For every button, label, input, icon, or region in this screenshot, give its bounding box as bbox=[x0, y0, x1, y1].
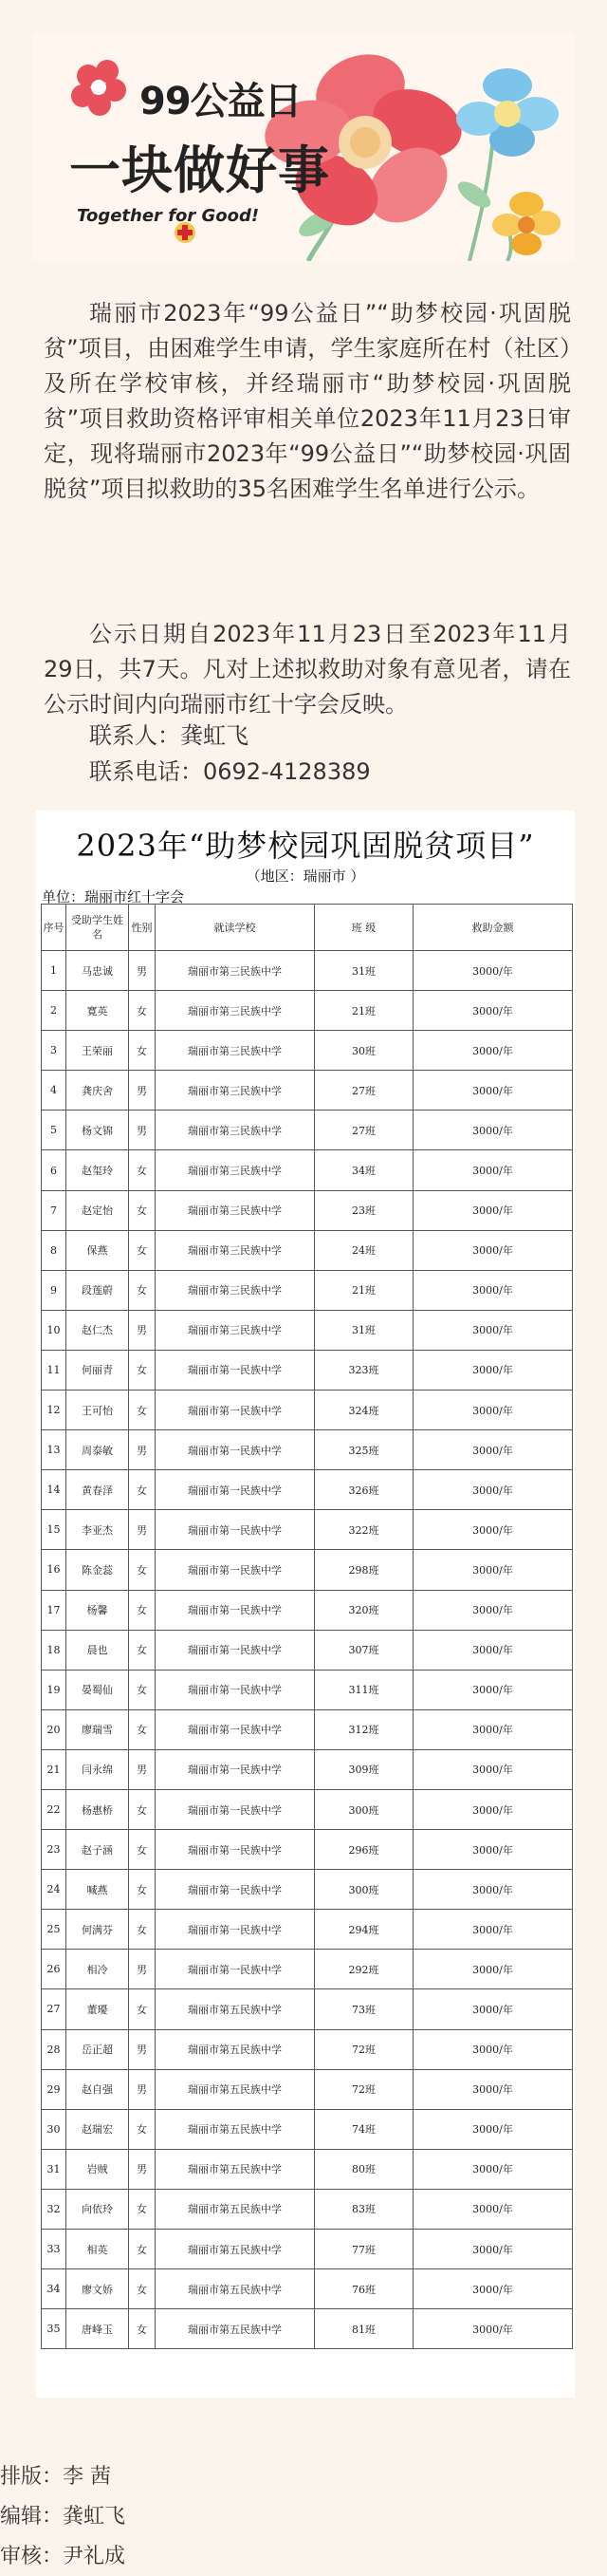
cell-gender: 女 bbox=[129, 2309, 156, 2349]
cell-class: 72班 bbox=[315, 2029, 414, 2069]
cell-gender: 女 bbox=[129, 1630, 156, 1670]
cell-name: 何丽青 bbox=[66, 1350, 129, 1390]
cell-school: 瑞丽市第一民族中学 bbox=[156, 1709, 315, 1749]
cell-gender: 女 bbox=[129, 991, 156, 1031]
cell-gender: 女 bbox=[129, 1709, 156, 1749]
cell-index: 24 bbox=[42, 1870, 66, 1910]
header-name: 受助学生姓名 bbox=[66, 905, 129, 951]
cell-gender: 女 bbox=[129, 1190, 156, 1230]
cell-amount: 3000/年 bbox=[414, 2029, 573, 2069]
cell-school: 瑞丽市第一民族中学 bbox=[156, 1430, 315, 1470]
cell-class: 27班 bbox=[315, 1071, 414, 1111]
cell-school: 瑞丽市第三民族中学 bbox=[156, 991, 315, 1031]
cell-index: 11 bbox=[42, 1350, 66, 1390]
cell-school: 瑞丽市第一民族中学 bbox=[156, 1630, 315, 1670]
cell-school: 瑞丽市第五民族中学 bbox=[156, 2230, 315, 2269]
cell-class: 294班 bbox=[315, 1910, 414, 1950]
cell-amount: 3000/年 bbox=[414, 2149, 573, 2189]
cell-index: 9 bbox=[42, 1270, 66, 1310]
cell-school: 瑞丽市第一民族中学 bbox=[156, 1590, 315, 1630]
cell-index: 29 bbox=[42, 2069, 66, 2109]
cell-class: 311班 bbox=[315, 1670, 414, 1709]
table-row bbox=[42, 1590, 573, 1630]
cell-school: 瑞丽市第一民族中学 bbox=[156, 1870, 315, 1910]
table-row bbox=[42, 951, 573, 991]
cell-gender: 男 bbox=[129, 1430, 156, 1470]
cell-gender: 女 bbox=[129, 1590, 156, 1630]
table-row bbox=[42, 1870, 573, 1910]
cell-class: 300班 bbox=[315, 1870, 414, 1910]
cell-gender: 女 bbox=[129, 1230, 156, 1270]
table-row bbox=[42, 1709, 573, 1749]
banner-title-small: 99公益日 bbox=[139, 80, 302, 123]
cell-gender: 女 bbox=[129, 2230, 156, 2269]
cell-gender: 女 bbox=[129, 1270, 156, 1310]
cell-school: 瑞丽市第五民族中学 bbox=[156, 2189, 315, 2229]
cell-school: 瑞丽市第一民族中学 bbox=[156, 1350, 315, 1390]
cell-school: 瑞丽市第一民族中学 bbox=[156, 1391, 315, 1430]
cell-index: 34 bbox=[42, 2269, 66, 2309]
cell-amount: 3000/年 bbox=[414, 2069, 573, 2109]
cell-index: 35 bbox=[42, 2309, 66, 2349]
cell-name: 廖瑞雪 bbox=[66, 1709, 129, 1749]
table-row bbox=[42, 2029, 573, 2069]
cell-name: 赵定怡 bbox=[66, 1190, 129, 1230]
cell-name: 段莲蔚 bbox=[66, 1270, 129, 1310]
cell-school: 瑞丽市第三民族中学 bbox=[156, 1310, 315, 1350]
cell-index: 31 bbox=[42, 2149, 66, 2189]
cell-amount: 3000/年 bbox=[414, 2309, 573, 2349]
cell-amount: 3000/年 bbox=[414, 1350, 573, 1390]
cell-index: 8 bbox=[42, 1230, 66, 1270]
cell-gender: 男 bbox=[129, 1310, 156, 1350]
cell-school: 瑞丽市第五民族中学 bbox=[156, 2109, 315, 2149]
cell-class: 309班 bbox=[315, 1749, 414, 1789]
cell-gender: 女 bbox=[129, 1550, 156, 1590]
cell-name: 陈金蕊 bbox=[66, 1550, 129, 1590]
cell-index: 19 bbox=[42, 1670, 66, 1709]
banner-subtitle: Together for Good! bbox=[77, 206, 260, 226]
table-row bbox=[42, 1230, 573, 1270]
cell-amount: 3000/年 bbox=[414, 1111, 573, 1150]
cell-class: 83班 bbox=[315, 2189, 414, 2229]
table-row bbox=[42, 1150, 573, 1190]
cell-class: 326班 bbox=[315, 1470, 414, 1510]
table-row bbox=[42, 1350, 573, 1390]
cell-amount: 3000/年 bbox=[414, 1270, 573, 1310]
banner-title-big: 一块做好事 bbox=[69, 140, 330, 200]
cell-index: 30 bbox=[42, 2109, 66, 2149]
cell-amount: 3000/年 bbox=[414, 1071, 573, 1111]
cell-school: 瑞丽市第三民族中学 bbox=[156, 1111, 315, 1150]
cell-school: 瑞丽市第五民族中学 bbox=[156, 1989, 315, 2029]
cell-index: 1 bbox=[42, 951, 66, 991]
table-row bbox=[42, 1190, 573, 1230]
cell-class: 21班 bbox=[315, 1270, 414, 1310]
cell-index: 26 bbox=[42, 1950, 66, 1989]
cell-class: 30班 bbox=[315, 1031, 414, 1071]
cell-amount: 3000/年 bbox=[414, 1590, 573, 1630]
cell-name: 相英 bbox=[66, 2230, 129, 2269]
cell-name: 闫永绵 bbox=[66, 1749, 129, 1789]
header-class: 班 级 bbox=[315, 905, 414, 951]
cell-amount: 3000/年 bbox=[414, 2189, 573, 2229]
cell-school: 瑞丽市第五民族中学 bbox=[156, 2269, 315, 2309]
credit-layout: 排版：李 茜 bbox=[0, 2465, 111, 2489]
table-row bbox=[42, 1510, 573, 1550]
cell-class: 307班 bbox=[315, 1630, 414, 1670]
small-flower-logo-icon bbox=[71, 60, 126, 116]
header-gender: 性别 bbox=[129, 905, 156, 951]
table-row bbox=[42, 1670, 573, 1709]
header-index: 序号 bbox=[42, 905, 66, 951]
header-school: 就读学校 bbox=[156, 905, 315, 951]
cell-name: 保燕 bbox=[66, 1230, 129, 1270]
cell-school: 瑞丽市第三民族中学 bbox=[156, 1190, 315, 1230]
cell-gender: 女 bbox=[129, 1350, 156, 1390]
cell-gender: 女 bbox=[129, 1989, 156, 2029]
cell-gender: 女 bbox=[129, 1150, 156, 1190]
table-row bbox=[42, 1071, 573, 1111]
cell-class: 292班 bbox=[315, 1950, 414, 1989]
cell-class: 325班 bbox=[315, 1430, 414, 1470]
cell-index: 2 bbox=[42, 991, 66, 1031]
table-row bbox=[42, 1830, 573, 1870]
table-row bbox=[42, 1989, 573, 2029]
table-row bbox=[42, 2309, 573, 2349]
cell-gender: 男 bbox=[129, 1950, 156, 1989]
cell-name: 王荣丽 bbox=[66, 1031, 129, 1071]
cell-name: 龚庆舍 bbox=[66, 1071, 129, 1111]
cell-class: 73班 bbox=[315, 1989, 414, 2029]
cell-name: 喊燕 bbox=[66, 1870, 129, 1910]
cell-name: 寛英 bbox=[66, 991, 129, 1031]
cell-class: 31班 bbox=[315, 1310, 414, 1350]
cell-index: 27 bbox=[42, 1989, 66, 2029]
table-row bbox=[42, 1550, 573, 1590]
table-row bbox=[42, 2230, 573, 2269]
cell-school: 瑞丽市第三民族中学 bbox=[156, 1031, 315, 1071]
cell-name: 赵玺玲 bbox=[66, 1150, 129, 1190]
cell-name: 黄春泽 bbox=[66, 1470, 129, 1510]
cell-amount: 3000/年 bbox=[414, 2109, 573, 2149]
cell-gender: 女 bbox=[129, 1470, 156, 1510]
cell-gender: 男 bbox=[129, 2069, 156, 2109]
cell-gender: 女 bbox=[129, 2189, 156, 2229]
cell-school: 瑞丽市第一民族中学 bbox=[156, 1550, 315, 1590]
cell-name: 晏蜀仙 bbox=[66, 1670, 129, 1709]
cell-school: 瑞丽市第五民族中学 bbox=[156, 2069, 315, 2109]
cell-gender: 男 bbox=[129, 1111, 156, 1150]
table-row bbox=[42, 1270, 573, 1310]
table-row bbox=[42, 2189, 573, 2229]
cell-class: 76班 bbox=[315, 2269, 414, 2309]
cell-school: 瑞丽市第一民族中学 bbox=[156, 1830, 315, 1870]
intro-paragraph-2: 公示日期自2023年11月23日至2023年11月29日，共7天。凡对上述拟救助对象有意见者，请在公示时间内向瑞丽市红十字会反映。 bbox=[44, 621, 571, 718]
cell-index: 23 bbox=[42, 1830, 66, 1870]
table-row bbox=[42, 991, 573, 1031]
cell-class: 31班 bbox=[315, 951, 414, 991]
cell-amount: 3000/年 bbox=[414, 1310, 573, 1350]
cell-index: 4 bbox=[42, 1071, 66, 1111]
cell-name: 晨也 bbox=[66, 1630, 129, 1670]
cell-school: 瑞丽市第三民族中学 bbox=[156, 951, 315, 991]
cell-amount: 3000/年 bbox=[414, 1870, 573, 1910]
table-row bbox=[42, 1391, 573, 1430]
cell-name: 赵子涵 bbox=[66, 1830, 129, 1870]
cell-school: 瑞丽市第五民族中学 bbox=[156, 2029, 315, 2069]
cell-gender: 男 bbox=[129, 1510, 156, 1550]
cell-name: 向依玲 bbox=[66, 2189, 129, 2229]
table-row bbox=[42, 2109, 573, 2149]
cell-school: 瑞丽市第三民族中学 bbox=[156, 1071, 315, 1111]
cell-amount: 3000/年 bbox=[414, 1550, 573, 1590]
cell-index: 7 bbox=[42, 1190, 66, 1230]
cell-index: 16 bbox=[42, 1550, 66, 1590]
cell-class: 24班 bbox=[315, 1230, 414, 1270]
cell-gender: 女 bbox=[129, 2109, 156, 2149]
cell-gender: 男 bbox=[129, 1071, 156, 1111]
cell-school: 瑞丽市第一民族中学 bbox=[156, 1510, 315, 1550]
table-row bbox=[42, 2149, 573, 2189]
cell-class: 80班 bbox=[315, 2149, 414, 2189]
publicity-document bbox=[36, 811, 575, 2398]
cell-amount: 3000/年 bbox=[414, 1391, 573, 1430]
cell-gender: 女 bbox=[129, 1789, 156, 1829]
cell-class: 23班 bbox=[315, 1190, 414, 1230]
cell-amount: 3000/年 bbox=[414, 1910, 573, 1950]
cell-name: 岳正超 bbox=[66, 2029, 129, 2069]
cell-class: 21班 bbox=[315, 991, 414, 1031]
cell-class: 72班 bbox=[315, 2069, 414, 2109]
table-row bbox=[42, 1749, 573, 1789]
cell-class: 312班 bbox=[315, 1709, 414, 1749]
header-amount: 救助金额 bbox=[414, 905, 573, 951]
cell-school: 瑞丽市第五民族中学 bbox=[156, 2309, 315, 2349]
cell-index: 28 bbox=[42, 2029, 66, 2069]
cell-gender: 女 bbox=[129, 1391, 156, 1430]
cell-name: 杨馨 bbox=[66, 1590, 129, 1630]
cell-class: 322班 bbox=[315, 1510, 414, 1550]
contact-phone: 联系电话：0692-4128389 bbox=[89, 758, 371, 785]
cell-index: 10 bbox=[42, 1310, 66, 1350]
cell-amount: 3000/年 bbox=[414, 1031, 573, 1071]
cell-name: 唐峰玉 bbox=[66, 2309, 129, 2349]
banner-image bbox=[33, 33, 574, 261]
cell-amount: 3000/年 bbox=[414, 1989, 573, 2029]
cell-index: 21 bbox=[42, 1749, 66, 1789]
cell-class: 300班 bbox=[315, 1789, 414, 1829]
cell-school: 瑞丽市第一民族中学 bbox=[156, 1749, 315, 1789]
cell-index: 17 bbox=[42, 1590, 66, 1630]
cell-index: 12 bbox=[42, 1391, 66, 1430]
table-row bbox=[42, 1910, 573, 1950]
cell-gender: 女 bbox=[129, 1830, 156, 1870]
table-row bbox=[42, 2069, 573, 2109]
yellow-flower-icon bbox=[492, 192, 561, 255]
document-region: （地区：瑞丽市 ） bbox=[246, 868, 365, 885]
cell-amount: 3000/年 bbox=[414, 1630, 573, 1670]
cell-gender: 男 bbox=[129, 951, 156, 991]
cell-class: 298班 bbox=[315, 1550, 414, 1590]
cell-amount: 3000/年 bbox=[414, 1950, 573, 1989]
cell-school: 瑞丽市第三民族中学 bbox=[156, 1230, 315, 1270]
cell-index: 32 bbox=[42, 2189, 66, 2229]
cell-amount: 3000/年 bbox=[414, 1190, 573, 1230]
cell-index: 3 bbox=[42, 1031, 66, 1071]
cell-amount: 3000/年 bbox=[414, 2269, 573, 2309]
cell-amount: 3000/年 bbox=[414, 1709, 573, 1749]
cell-amount: 3000/年 bbox=[414, 2230, 573, 2269]
table-row bbox=[42, 1310, 573, 1350]
cell-name: 何满芬 bbox=[66, 1910, 129, 1950]
cell-school: 瑞丽市第一民族中学 bbox=[156, 1950, 315, 1989]
cell-name: 赵仁杰 bbox=[66, 1310, 129, 1350]
table-row bbox=[42, 1950, 573, 1989]
cell-amount: 3000/年 bbox=[414, 1830, 573, 1870]
cell-index: 13 bbox=[42, 1430, 66, 1470]
cell-gender: 女 bbox=[129, 2269, 156, 2309]
cell-amount: 3000/年 bbox=[414, 1670, 573, 1709]
student-list-table bbox=[41, 904, 573, 2349]
cell-index: 20 bbox=[42, 1709, 66, 1749]
cell-class: 323班 bbox=[315, 1350, 414, 1390]
cell-class: 81班 bbox=[315, 2309, 414, 2349]
cell-index: 33 bbox=[42, 2230, 66, 2269]
credit-reviewer: 审核：尹礼成 bbox=[0, 2545, 126, 2568]
cell-gender: 女 bbox=[129, 1910, 156, 1950]
cell-class: 77班 bbox=[315, 2230, 414, 2269]
cell-gender: 男 bbox=[129, 1749, 156, 1789]
cell-name: 岩贼 bbox=[66, 2149, 129, 2189]
cell-amount: 3000/年 bbox=[414, 1510, 573, 1550]
cell-gender: 男 bbox=[129, 2029, 156, 2069]
cell-class: 34班 bbox=[315, 1150, 414, 1190]
cell-name: 马忠诚 bbox=[66, 951, 129, 991]
cell-index: 25 bbox=[42, 1910, 66, 1950]
cell-amount: 3000/年 bbox=[414, 1749, 573, 1789]
contact-person: 联系人：龚虹飞 bbox=[89, 722, 248, 749]
cell-amount: 3000/年 bbox=[414, 1430, 573, 1470]
cell-amount: 3000/年 bbox=[414, 1789, 573, 1829]
cell-school: 瑞丽市第一民族中学 bbox=[156, 1670, 315, 1709]
table-row bbox=[42, 1111, 573, 1150]
cell-index: 6 bbox=[42, 1150, 66, 1190]
cell-school: 瑞丽市第一民族中学 bbox=[156, 1789, 315, 1829]
cell-amount: 3000/年 bbox=[414, 1470, 573, 1510]
cell-gender: 女 bbox=[129, 1031, 156, 1071]
cell-index: 18 bbox=[42, 1630, 66, 1670]
table-row bbox=[42, 1630, 573, 1670]
cell-name: 赵瑞宏 bbox=[66, 2109, 129, 2149]
cell-school: 瑞丽市第一民族中学 bbox=[156, 1910, 315, 1950]
cell-name: 董瓇 bbox=[66, 1989, 129, 2029]
table-row bbox=[42, 1470, 573, 1510]
document-title: 2023年“助梦校园巩固脱贫项目” bbox=[76, 828, 535, 864]
cell-name: 相冷 bbox=[66, 1950, 129, 1989]
document-unit: 单位：瑞丽市红十字会 bbox=[42, 888, 185, 905]
cell-index: 14 bbox=[42, 1470, 66, 1510]
table-row bbox=[42, 2269, 573, 2309]
cell-amount: 3000/年 bbox=[414, 951, 573, 991]
cell-name: 王可怡 bbox=[66, 1391, 129, 1430]
blue-flower-icon bbox=[456, 68, 559, 157]
cell-index: 15 bbox=[42, 1510, 66, 1550]
cell-class: 296班 bbox=[315, 1830, 414, 1870]
cell-class: 320班 bbox=[315, 1590, 414, 1630]
table-header-row bbox=[42, 905, 573, 951]
cell-name: 李亚杰 bbox=[66, 1510, 129, 1550]
table-row bbox=[42, 1031, 573, 1071]
cell-school: 瑞丽市第三民族中学 bbox=[156, 1270, 315, 1310]
intro-paragraph-1: 瑞丽市2023年“99公益日”“助梦校园·巩固脱贫”项目，由困难学生申请，学生家庭所在村（社区）及所在学校审核，并经瑞丽市“助梦校园·巩固脱贫”项目救助资格评审相关单位2023年11月23日审定，现将瑞丽市2023年“99公益日”“助梦校园·巩固脱贫”项目拟救助的35名困难学生名单进行公示。 bbox=[44, 300, 571, 502]
credit-editor: 编辑：龚虹飞 bbox=[0, 2505, 126, 2529]
cell-amount: 3000/年 bbox=[414, 991, 573, 1031]
cell-name: 廖文娇 bbox=[66, 2269, 129, 2309]
cell-index: 22 bbox=[42, 1789, 66, 1829]
cell-gender: 女 bbox=[129, 1870, 156, 1910]
cell-amount: 3000/年 bbox=[414, 1230, 573, 1270]
cell-name: 赵自强 bbox=[66, 2069, 129, 2109]
cell-name: 杨惠桥 bbox=[66, 1789, 129, 1829]
cell-name: 杨文锦 bbox=[66, 1111, 129, 1150]
cell-class: 74班 bbox=[315, 2109, 414, 2149]
cell-amount: 3000/年 bbox=[414, 1150, 573, 1190]
cell-name: 周泰敏 bbox=[66, 1430, 129, 1470]
cell-gender: 女 bbox=[129, 1670, 156, 1709]
cell-school: 瑞丽市第三民族中学 bbox=[156, 1150, 315, 1190]
cell-class: 324班 bbox=[315, 1391, 414, 1430]
table-row bbox=[42, 1789, 573, 1829]
cell-class: 27班 bbox=[315, 1111, 414, 1150]
cell-index: 5 bbox=[42, 1111, 66, 1150]
table-row bbox=[42, 1430, 573, 1470]
cell-school: 瑞丽市第五民族中学 bbox=[156, 2149, 315, 2189]
cell-gender: 男 bbox=[129, 2149, 156, 2189]
cell-school: 瑞丽市第一民族中学 bbox=[156, 1470, 315, 1510]
